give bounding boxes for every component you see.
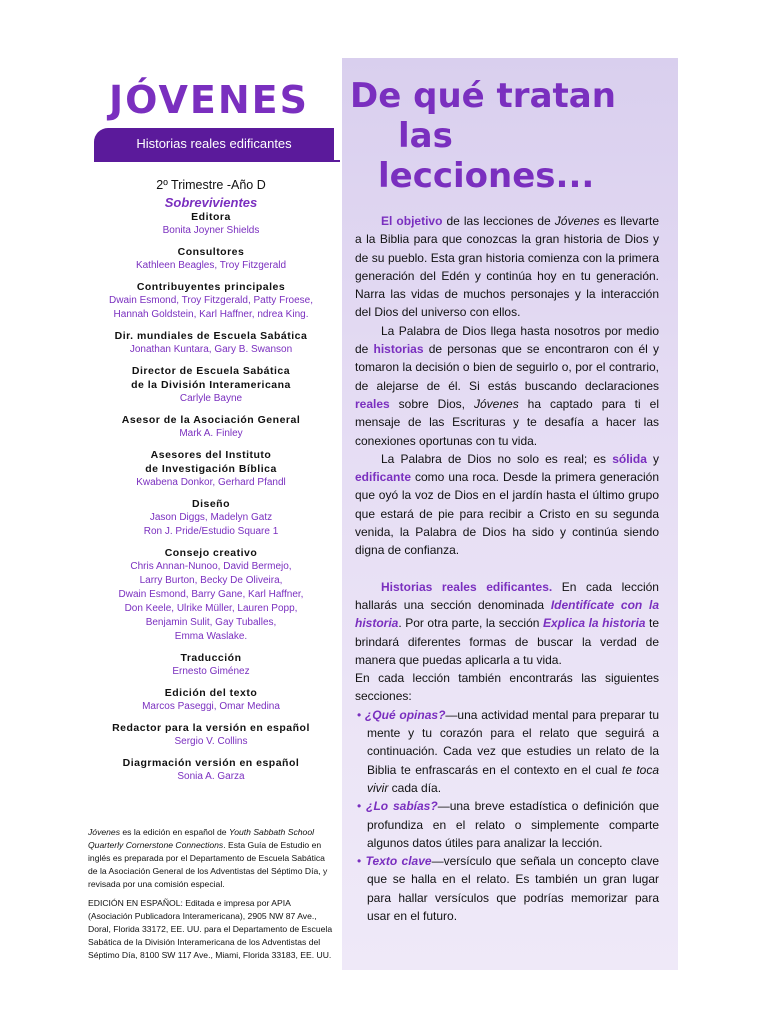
paragraph-objective: El objetivo de las lecciones de Jóvenes es llevarte a la Biblia para que conozcas la gran historia de Dios y de su pueblo. Esta gran historia comienza con la primera generación del Edén y continúa hoy en tu generación. Narra las vidas de muchos personajes y la interacción del Dios del universo con ellos. [355, 214, 659, 320]
credit-names: Kwabena Donkor, Gerhard Pfandl [136, 477, 286, 488]
bullet-lo-sabias: • ¿Lo sabías?—una breve estadística o definición que profundiza en el relato o simplemente comparte algunos datos útiles para analizar la lección. [357, 799, 660, 850]
credit-names: Bonita Joyner Shields [162, 225, 260, 236]
bullet-que-opinas: • ¿Qué opinas?—una actividad mental para preparar tu mente y tu corazón para el relato que seguirá a continuación. Cada vez que estudies un relato de la Biblia te enfrascarás en el contexto en el cual te toca vivir cada día. [357, 707, 659, 795]
credit-names: Marcos Paseggi, Omar Medina [142, 701, 280, 712]
credit-names: Ernesto Giménez [172, 666, 250, 677]
credit-role: Consultores [177, 246, 245, 258]
credit-names: Chris Annan-Nunoo, David Bermejo, [130, 561, 292, 572]
legal-paragraph-2: EDICIÓN EN ESPAÑOL: Editada e impresa por APIA (Asociación Publicadora Interamericana), 2905 NW 87 Ave., Doral, Florida 33172, EE. UU. para el Departamento de Escuela Sabática de la División Interamericana de los Adventistas del Séptimo Día, 8100 SW 117 Ave., Miami, Florida 33183, EE. UU. [88, 898, 333, 960]
panel-body [355, 212, 659, 925]
credit-names: Benjamin Sulit, Gay Tuballes, [145, 617, 277, 628]
paragraph-sections-intro: Historias reales edificantes. En cada lección hallarás una sección denominada Identifícate con la historia. Por otra parte, la sección Explica la historia te brindará diferentes formas de buscar la verdad de manera que puedas aplicarla a tu vida. [355, 579, 660, 667]
credit-names: Mark A. Finley [179, 428, 243, 439]
paragraph-sections-list-intro: En cada lección también encontrarás las siguientes secciones: [355, 671, 659, 704]
credit-names: Hannah Goldstein, Karl Haffner, ndrea King. [113, 309, 309, 320]
credit-role: Editora [191, 211, 231, 223]
credit-role: Asesor de la Asociación General [121, 414, 301, 426]
credit-role: Asesores del Instituto [150, 449, 272, 461]
credit-role: Dir. mundiales de Escuela Sabática [114, 330, 308, 342]
credit-role: Diagrmación versión en español [122, 757, 300, 769]
legal-paragraph-1: Jóvenes es la edición en español de Youth Sabbath School Quarterly Cornerstone Connections. Esta Guía de Estudio en inglés es preparada por el Departamento de Escuela Sabática de la Asociación General de los Adventistas del Séptimo Día, y revisada por una comisión especial. [88, 827, 328, 889]
credit-names: Sergio V. Collins [174, 736, 248, 747]
credit-role: Contribuyentes principales [136, 281, 286, 293]
credit-names: Carlyle Bayne [179, 393, 243, 404]
quarter-label: 2º Trimestre -Año D [156, 178, 266, 192]
credit-names: Jonathan Kuntara, Gary B. Swanson [129, 344, 293, 355]
credit-names: Dwain Esmond, Barry Gane, Karl Haffner, [118, 589, 304, 600]
legal-notice [88, 826, 334, 968]
credit-names: Jason Diggs, Madelyn Gatz [149, 512, 273, 523]
credit-names: Emma Waslake. [174, 631, 248, 642]
series-title: Sobrevivientes [164, 195, 258, 210]
credit-role: Diseño [191, 498, 230, 510]
paragraph-solid: La Palabra de Dios no solo es real; es sólida y edificante como una roca. Desde la primera generación que oyó la voz de Dios en el jardín hasta el último grupo que estará de pie para recibir a Cristo en su segunda venida, la Palabra de Dios ha sido y continúa siendo digna de confianza. [355, 451, 659, 558]
tagline-bar: Historias reales edificantes [94, 128, 334, 160]
credits-block [88, 178, 334, 784]
credit-list [88, 210, 334, 784]
credit-role: Traducción [180, 652, 242, 664]
credit-names: Larry Burton, Becky De Oliveira, [139, 575, 283, 586]
credit-role-line2: de Investigación Bíblica [145, 463, 277, 475]
credit-role: Redactor para la versión en español [112, 722, 310, 734]
tagline-rule [94, 160, 340, 162]
credit-names: Sonia A. Garza [177, 771, 245, 782]
masthead [78, 60, 340, 122]
credit-names: Dwain Esmond, Troy Fitzgerald, Patty Froese, [109, 295, 313, 306]
credit-names: Kathleen Beagles, Troy Fitzgerald [135, 260, 287, 271]
credit-role: Director de Escuela Sabática [131, 365, 291, 377]
bullet-texto-clave: • Texto clave—versículo que señala un concepto clave que se halla en el relato. Es también un gran lugar para hallar versículos que podrías memorizar para usar en el futuro. [357, 854, 659, 923]
brand-title: JÓVENES [109, 78, 309, 122]
credit-names: Ron J. Pride/Estudio Square 1 [143, 526, 279, 537]
panel-title: De qué tratan las lecciones... [350, 76, 616, 196]
paragraph-stories: La Palabra de Dios llega hasta nosotros por medio de historias de personas que se encontraron con él y tomaron la decisión o bien de seguirlo o, por el contrario, de alejarse de él. Si estás buscando declaraciones reales sobre Dios, Jóvenes ha captado para ti el mensaje de las Escrituras y te desafía a hacer las conexiones oportunas con tu vida. [355, 323, 660, 448]
credit-role: Edición del texto [164, 687, 258, 699]
credit-role: Consejo creativo [164, 547, 258, 559]
credit-role-line2: de la División Interamericana [131, 379, 291, 391]
credit-names: Don Keele, Ulrike Müller, Lauren Popp, [124, 603, 298, 614]
